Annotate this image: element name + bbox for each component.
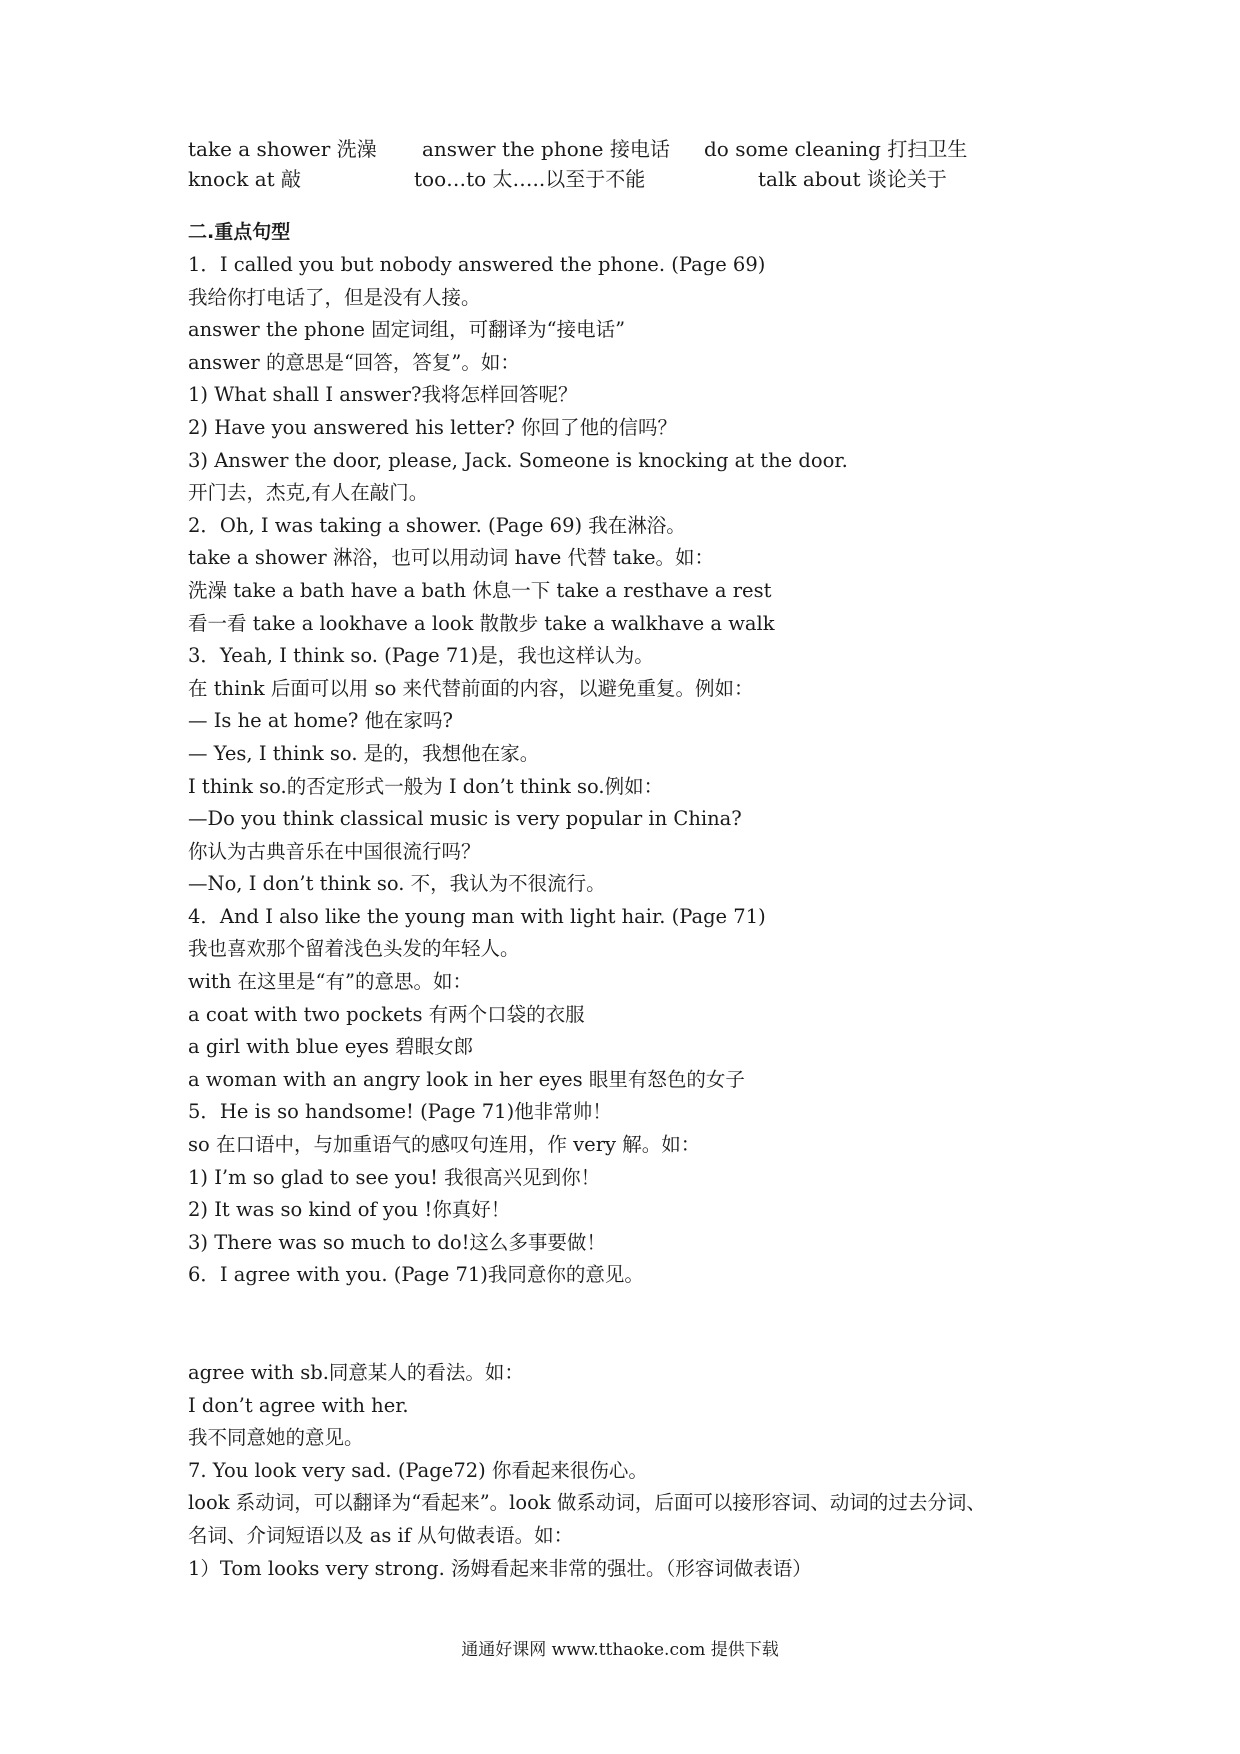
text-line: 1．I called you but nobody answered the phone. (Page 69) <box>188 253 766 276</box>
text-line: answer 的意思是“回答，答复”。如： <box>188 350 520 374</box>
text-line: 看一看 take a lookhave a look 散散步 take a walkhave a walk <box>188 611 775 635</box>
text-line: — Yes, I think so. 是的，我想他在家。 <box>188 741 540 765</box>
text-line: take a shower 淋浴，也可以用动词 have 代替 take。如： <box>188 546 715 570</box>
text-line: 洗澡 take a bath have a bath 休息一下 take a resthave a rest <box>188 578 772 602</box>
text-line: so 在口语中，与加重语气的感叹句连用，作 very 解。如： <box>188 1133 701 1157</box>
text-line: 3) There was so much to do!这么多事要做！ <box>188 1230 606 1254</box>
text-line: answer the phone 固定词组，可翻译为“接电话” <box>188 318 626 342</box>
text-line: I don’t agree with her. <box>188 1393 409 1417</box>
text-line: a girl with blue eyes 碧眼女郎 <box>188 1035 474 1059</box>
content-block-a <box>188 249 1108 1292</box>
text-line: 2) It was so kind of you !你真好！ <box>188 1198 511 1222</box>
text-line: agree with sb.同意某人的看法。如： <box>188 1361 524 1384</box>
content-block-b <box>188 1357 1108 1585</box>
text-line: 1) I’m so glad to see you! 我很高兴见到你！ <box>188 1165 601 1189</box>
text-line: 名词、介词短语以及 as if 从句做表语。如： <box>188 1523 574 1547</box>
vocab-item: talk about 谈论关于 <box>758 167 947 191</box>
text-line: 你认为古典音乐在中国很流行吗？ <box>188 839 481 863</box>
text-line: — Is he at home? 他在家吗? <box>188 709 454 733</box>
text-line: —Do you think classical music is very popular in China? <box>188 807 742 831</box>
text-line: 3) Answer the door, please, Jack. Someone is knocking at the door. <box>188 448 848 472</box>
text-line: 6．I agree with you. (Page 71)我同意你的意见。 <box>188 1263 644 1287</box>
text-line: 我不同意她的意见。 <box>188 1426 364 1450</box>
text-line: 7. You look very sad. (Page72) 你看起来很伤心。 <box>188 1458 648 1482</box>
vocab-item: knock at 敲 <box>188 167 302 191</box>
text-line: I think so.的否定形式一般为 I don’t think so.例如： <box>188 774 664 798</box>
vocab-item: do some cleaning 打扫卫生 <box>704 137 968 161</box>
text-line: 我给你打电话了，但是没有人接。 <box>188 285 481 309</box>
text-line: 1）Tom looks very strong. 汤姆看起来非常的强壮。（形容词做表语） <box>188 1556 812 1580</box>
text-line: 5．He is so handsome! (Page 71)他非常帅！ <box>188 1100 612 1124</box>
text-line: 2．Oh, I was taking a shower. (Page 69) 我在淋浴。 <box>188 513 686 537</box>
vocab-item: take a shower 洗澡 <box>188 137 377 161</box>
vocab-item: too…to 太…..以至于不能 <box>414 167 646 191</box>
text-line: a woman with an angry look in her eyes 眼里有怒色的女子 <box>188 1067 745 1091</box>
text-line: with 在这里是“有”的意思。如： <box>188 970 472 994</box>
text-line: 在 think 后面可以用 so 来代替前面的内容，以避免重复。例如： <box>188 676 754 700</box>
text-line: 2) Have you answered his letter? 你回了他的信吗？ <box>188 415 678 439</box>
text-line: 我也喜欢那个留着浅色头发的年轻人。 <box>188 937 520 961</box>
text-line: 1) What shall I answer?我将怎样回答呢？ <box>188 383 578 407</box>
text-line: 开门去，杰克,有人在敲门。 <box>188 481 429 505</box>
text-line: —No, I don’t think so. 不，我认为不很流行。 <box>188 872 606 896</box>
section-heading-block <box>188 216 1108 249</box>
text-line: 4．And I also like the young man with light hair. (Page 71) <box>188 904 766 928</box>
page-footer: 通通好课网 www.tthaoke.com 提供下载 <box>461 1640 779 1660</box>
text-line: a coat with two pockets 有两个口袋的衣服 <box>188 1002 585 1026</box>
text-line: 3．Yeah, I think so. (Page 71)是，我也这样认为。 <box>188 644 654 668</box>
vocab-item: answer the phone 接电话 <box>422 137 670 161</box>
section-heading: 二.重点句型 <box>188 221 291 243</box>
text-line: look 系动词，可以翻译为“看起来”。look 做系动词，后面可以接形容词、动词的过去分词、 <box>188 1491 986 1515</box>
